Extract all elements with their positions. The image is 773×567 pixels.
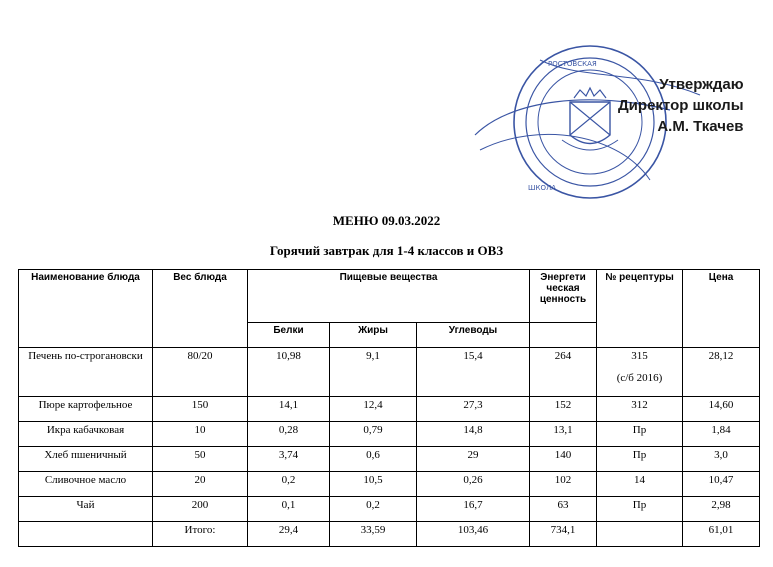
cell-price: 2,98	[683, 497, 760, 522]
header-recipe: № рецептуры	[597, 270, 683, 348]
cell-name: Хлеб пшеничный	[19, 447, 153, 472]
cell-recipe: 14	[597, 472, 683, 497]
cell-total-price: 61,01	[683, 522, 760, 547]
cell-energy: 264	[530, 348, 597, 397]
header-weight: Вес блюда	[153, 270, 248, 348]
header-energy-blank	[530, 323, 597, 348]
table-row	[19, 472, 760, 497]
menu-table	[18, 269, 760, 547]
cell-carbs: 16,7	[417, 497, 530, 522]
cell-fats: 0,2	[330, 497, 417, 522]
approval-line-name: А.М. Ткачев	[657, 118, 744, 135]
table-row	[19, 447, 760, 472]
table-row	[19, 397, 760, 422]
cell-energy: 63	[530, 497, 597, 522]
cell-total-carbs: 103,46	[417, 522, 530, 547]
cell-weight: 50	[153, 447, 248, 472]
header-price: Цена	[683, 270, 760, 348]
cell-fats: 10,5	[330, 472, 417, 497]
cell-weight: 150	[153, 397, 248, 422]
cell-energy: 13,1	[530, 422, 597, 447]
cell-total-proteins: 29,4	[248, 522, 330, 547]
cell-price: 28,12	[683, 348, 760, 397]
cell-name: Чай	[19, 497, 153, 522]
cell-name: Печень по-строгановски	[19, 348, 153, 397]
table-total-row	[19, 522, 760, 547]
cell-recipe: Пр	[597, 422, 683, 447]
header-name: Наименование блюда	[19, 270, 153, 348]
cell-recipe	[597, 348, 683, 397]
cell-recipe: Пр	[597, 497, 683, 522]
cell-price: 3,0	[683, 447, 760, 472]
cell-weight: 80/20	[153, 348, 248, 397]
cell-recipe: 312	[597, 397, 683, 422]
cell-proteins: 0,1	[248, 497, 330, 522]
cell-carbs: 27,3	[417, 397, 530, 422]
header-proteins: Белки	[248, 323, 330, 348]
cell-weight: 10	[153, 422, 248, 447]
approval-line-approve: Утверждаю	[659, 76, 744, 93]
cell-price: 1,84	[683, 422, 760, 447]
menu-subtitle: Горячий завтрак для 1-4 классов и ОВЗ	[269, 243, 504, 258]
cell-recipe-number: 315	[631, 350, 648, 362]
svg-text:РОСТОВСКАЯ: РОСТОВСКАЯ	[548, 60, 597, 68]
cell-energy: 102	[530, 472, 597, 497]
cell-proteins: 0,28	[248, 422, 330, 447]
cell-proteins: 10,98	[248, 348, 330, 397]
cell-name: Пюре картофельное	[19, 397, 153, 422]
cell-carbs: 14,8	[417, 422, 530, 447]
cell-carbs: 29	[417, 447, 530, 472]
header-nutrients: Пищевые вещества	[248, 270, 530, 323]
table-row	[19, 497, 760, 522]
cell-price: 14,60	[683, 397, 760, 422]
cell-total-label: Итого:	[153, 522, 248, 547]
cell-name: Сливочное масло	[19, 472, 153, 497]
header-carbs: Углеводы	[417, 323, 530, 348]
cell-proteins: 3,74	[248, 447, 330, 472]
header-energy: Энергети ческая ценность	[530, 270, 597, 323]
header-fats: Жиры	[330, 323, 417, 348]
cell-total-blank	[19, 522, 153, 547]
cell-proteins: 14,1	[248, 397, 330, 422]
svg-text:ШКОЛА: ШКОЛА	[528, 184, 557, 192]
table-row	[19, 348, 760, 397]
approval-block	[470, 40, 770, 200]
cell-total-fats: 33,59	[330, 522, 417, 547]
cell-recipe: Пр	[597, 447, 683, 472]
approval-line-position: Директор школы	[618, 97, 744, 114]
table-header-row	[19, 270, 760, 323]
cell-carbs: 15,4	[417, 348, 530, 397]
cell-total-recipe-blank	[597, 522, 683, 547]
cell-price: 10,47	[683, 472, 760, 497]
cell-fats: 0,6	[330, 447, 417, 472]
cell-energy: 152	[530, 397, 597, 422]
cell-fats: 0,79	[330, 422, 417, 447]
cell-recipe-note: (с/б 2016)	[616, 372, 663, 384]
cell-fats: 12,4	[330, 397, 417, 422]
table-row	[19, 422, 760, 447]
approval-text	[618, 74, 744, 137]
cell-proteins: 0,2	[248, 472, 330, 497]
menu-title: МЕНЮ 09.03.2022	[332, 213, 441, 228]
cell-carbs: 0,26	[417, 472, 530, 497]
cell-name: Икра кабачковая	[19, 422, 153, 447]
cell-total-energy: 734,1	[530, 522, 597, 547]
cell-weight: 200	[153, 497, 248, 522]
cell-weight: 20	[153, 472, 248, 497]
cell-energy: 140	[530, 447, 597, 472]
cell-fats: 9,1	[330, 348, 417, 397]
